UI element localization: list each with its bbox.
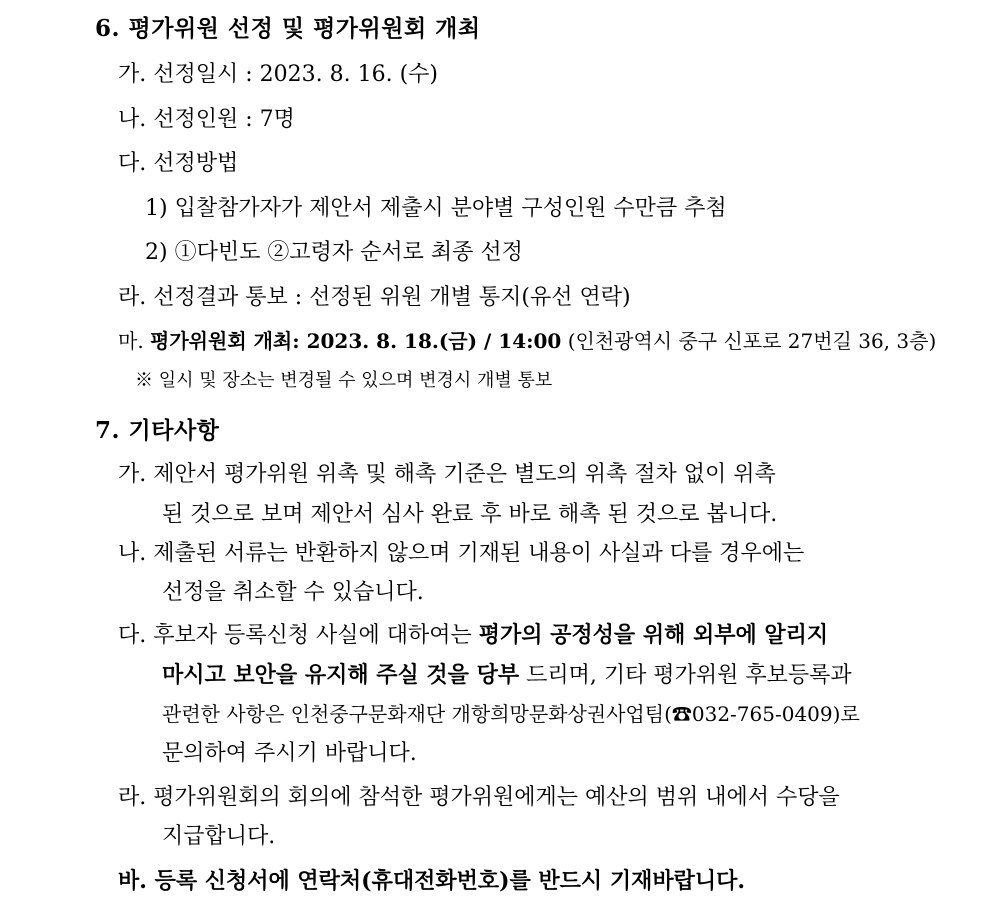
selection-method: 다. 선정방법 — [118, 151, 239, 176]
other-item-ba: 바. 등록 신청서에 연락처(휴대전화번호)를 반드시 기재바랍니다. — [118, 868, 745, 894]
other-item-da-line2-text: 드리며, 기타 평가위원 후보등록과 — [519, 663, 852, 688]
section6-title: 6. 평가위원 선정 및 평가위원회 개최 — [95, 15, 481, 42]
other-item-ga-line1-text: 가. 제안서 평가위원 위촉 및 해촉 기준은 별도의 위촉 절차 없이 위촉 — [118, 462, 776, 487]
other-item-ga-line1 — [118, 464, 896, 486]
other-item-da-line3: 관련한 사항은 인천중구문화재단 개항희망문화상권사업팀(☎032-765-0409)로 — [162, 702, 860, 726]
other-item-na-line2: 선정을 취소할 수 있습니다. — [162, 580, 424, 605]
other-item-ga-line2: 된 것으로 보며 제안서 심사 완료 후 바로 해촉 된 것으로 봅니다. — [162, 502, 778, 527]
method-step-2: 2) ①다빈도 ②고령자 순서로 최종 선정 — [145, 240, 523, 265]
method-step-1: 1) 입찰참가자가 제안서 제출시 분야별 구성인원 수만큼 추첨 — [145, 196, 727, 221]
committee-meeting-datetime: 평가위원회 개최: 2023. 8. 18.(금) / 14:00 — [150, 329, 562, 353]
selection-result-notice: 라. 선정결과 통보 : 선정된 위원 개별 통지(유선 연락) — [118, 285, 631, 310]
committee-meeting — [118, 331, 936, 351]
other-item-na-line1: 나. 제출된 서류는 반환하지 않으며 기재된 내용이 사실과 다를 경우에는 — [118, 541, 805, 566]
confidentiality-request-1: 평가의 공정성을 위해 외부에 알리지 — [478, 622, 829, 648]
confidentiality-request-2: 마시고 보안을 유지해 주실 것을 당부 — [162, 662, 520, 688]
other-item-da-line1 — [118, 624, 828, 647]
other-item-da-line4: 문의하여 주시기 바랍니다. — [162, 741, 417, 766]
section7-title: 7. 기타사항 — [95, 417, 220, 444]
committee-meeting-prefix: 마. — [118, 329, 151, 353]
other-item-ra-line1: 라. 평가위원회의 회의에 참석한 평가위원에게는 예산의 범위 내에서 수당을 — [118, 785, 840, 810]
other-item-da-line1-text: 다. 후보자 등록신청 사실에 대하여는 — [118, 623, 479, 648]
other-item-ra-line2: 지급합니다. — [162, 824, 276, 849]
selection-date: 가. 선정일시 : 2023. 8. 16. (수) — [118, 62, 439, 87]
change-note: ※ 일시 및 장소는 변경될 수 있으며 변경시 개별 통보 — [135, 370, 553, 391]
selection-count: 나. 선정인원 : 7명 — [118, 107, 295, 132]
committee-meeting-location: (인천광역시 중구 신포로 27번길 36, 3층) — [561, 329, 937, 353]
other-item-da-line2 — [162, 664, 852, 687]
